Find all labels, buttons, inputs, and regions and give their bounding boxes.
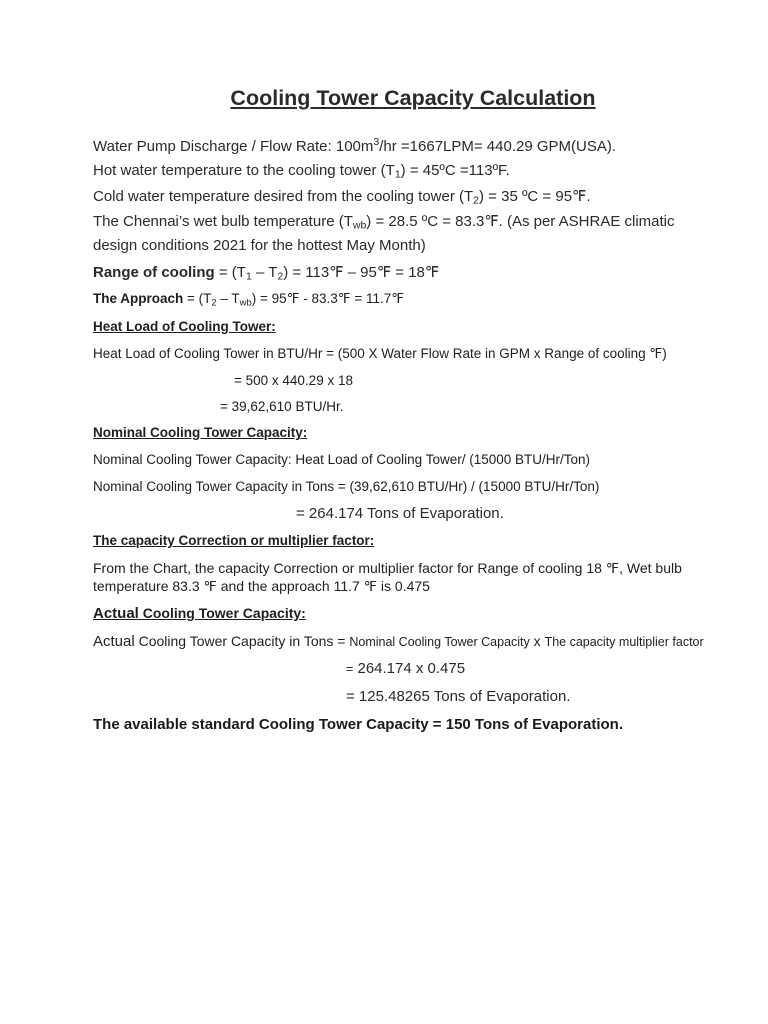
nominal-result: = 264.174 Tons of Evaporation.	[296, 505, 504, 522]
wet-bulb-line-2: design conditions 2021 for the hottest May Month)	[93, 237, 426, 254]
range-text-3: ) = 113℉ – 95℉ = 18℉	[283, 264, 440, 281]
heat-load-step-2: = 39,62,610 BTU/Hr.	[220, 399, 344, 414]
approach-text: = (T	[183, 291, 212, 306]
flow-rate-text: Water Pump Discharge / Flow Rate: 100m	[93, 137, 374, 155]
document-title: Cooling Tower Capacity Calculation	[230, 86, 596, 110]
actual-formula-term-2: The capacity multiplier factor	[544, 635, 704, 649]
heat-load-heading: Heat Load of Cooling Tower:	[93, 319, 276, 334]
approach-text-2: – T	[216, 291, 240, 306]
approach-sub-1: 2	[211, 297, 217, 309]
actual-formula-word: Actual	[93, 633, 135, 650]
heat-load-step-1: = 500 x 440.29 x 18	[234, 373, 353, 388]
approach-line	[93, 291, 404, 308]
nominal-heading: Nominal Cooling Tower Capacity:	[93, 425, 308, 440]
hot-water-text-2: ) = 45ºC =113ºF.	[400, 162, 510, 179]
actual-formula	[93, 633, 704, 650]
approach-label: The Approach	[93, 291, 184, 306]
actual-step-1	[346, 660, 465, 677]
wet-bulb-sub: wb	[352, 219, 367, 232]
range-text: = (T	[214, 264, 246, 281]
actual-heading	[93, 605, 306, 622]
wet-bulb-line	[93, 212, 675, 232]
hot-water-line	[93, 162, 510, 181]
wet-bulb-text: The Chennai’s wet bulb temperature (T	[93, 213, 353, 230]
actual-formula-text: Cooling Tower Capacity in Tons =	[134, 633, 350, 649]
range-sub-1: 1	[245, 270, 252, 283]
cold-water-sub: 2	[473, 194, 480, 207]
actual-heading-word: Actual	[93, 605, 139, 622]
actual-heading-text: Cooling Tower Capacity:	[138, 605, 306, 621]
range-line	[93, 263, 439, 283]
nominal-line-2: Nominal Cooling Tower Capacity in Tons = (39,62,610 BTU/Hr) / (15000 BTU/Hr/Ton)	[93, 479, 600, 494]
actual-step-1-text: 264.174 x 0.475	[353, 660, 466, 677]
wet-bulb-text-2: ) = 28.5 ºC = 83.3℉. (As per ASHRAE climatic	[366, 213, 675, 230]
approach-sub-2: wb	[239, 297, 252, 309]
hot-water-text: Hot water temperature to the cooling tower (T	[93, 162, 395, 179]
actual-formula-op: x	[529, 633, 545, 649]
correction-line-2: temperature 83.3 ℉ and the approach 11.7 ℉ is 0.475	[93, 578, 430, 594]
heat-load-formula: Heat Load of Cooling Tower in BTU/Hr = (500 X Water Flow Rate in GPM x Range of cooling ℉)	[93, 346, 667, 361]
hot-water-sub: 1	[394, 168, 401, 181]
conclusion-line: The available standard Cooling Tower Capacity = 150 Tons of Evaporation.	[93, 716, 623, 733]
correction-line-1: From the Chart, the capacity Correction or multiplier factor for Range of cooling 18 ℉, Wet bulb	[93, 560, 682, 576]
range-label: Range of cooling	[93, 264, 215, 281]
cold-water-line	[93, 187, 591, 207]
flow-rate-sup: 3	[373, 136, 380, 148]
approach-text-3: ) = 95℉ - 83.3℉ = 11.7℉	[251, 291, 405, 306]
range-sub-2: 2	[277, 270, 284, 283]
cold-water-text-2: ) = 35 ºC = 95℉.	[479, 188, 591, 205]
correction-heading: The capacity Correction or multiplier factor:	[93, 533, 375, 548]
actual-step-1-eq: =	[346, 662, 354, 676]
nominal-line-1: Nominal Cooling Tower Capacity: Heat Load of Cooling Tower/ (15000 BTU/Hr/Ton)	[93, 452, 590, 467]
range-text-2: – T	[251, 264, 278, 281]
cold-water-text: Cold water temperature desired from the cooling tower (T	[93, 188, 474, 205]
flow-rate-text-2: /hr =1667LPM= 440.29 GPM(USA).	[379, 137, 617, 155]
actual-step-2: = 125.48265 Tons of Evaporation.	[346, 688, 571, 705]
flow-rate-line	[93, 136, 616, 155]
actual-formula-term-1: Nominal Cooling Tower Capacity	[349, 635, 530, 649]
